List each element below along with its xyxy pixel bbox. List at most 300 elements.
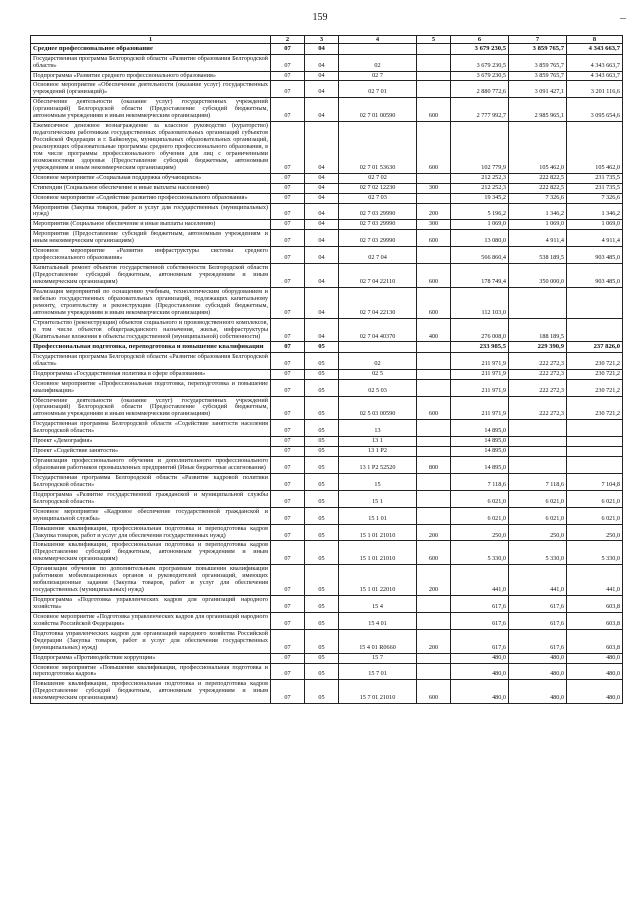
row-expense-type [417,653,451,663]
row-section-code: 07 [271,524,305,541]
row-name: Среднее профессиональное образование [31,44,271,54]
row-subsection-code: 04 [305,247,339,264]
row-amount-year3: 603,8 [567,629,623,653]
row-subsection-code: 05 [305,490,339,507]
row-target-code: 02 5 03 [339,379,417,396]
row-name: Основное мероприятие «Социальная поддержка обучающихся» [31,173,271,183]
row-target-code: 13 1 P2 52520 [339,457,417,474]
row-name: Государственная программа Белгородской области «Содействие занятости населения Белгородской области» [31,420,271,437]
row-subsection-code: 05 [305,507,339,524]
row-name: Государственная программа Белгородской области «Развитие кадровой политики Белгородской области» [31,473,271,490]
row-expense-type [417,447,451,457]
row-section-code: 07 [271,420,305,437]
row-name: Повышение квалификации, профессиональная подготовка и переподготовка кадров (Предоставление субсидий бюджетным, автономным учреждениям и иным некоммерческим организациям) [31,541,271,565]
row-amount-year1: 480,0 [451,653,509,663]
row-section-code: 07 [271,541,305,565]
row-target-code: 13 1 P2 [339,447,417,457]
row-amount-year2: 6 021,0 [509,507,567,524]
row-target-code: 15 [339,473,417,490]
row-name: Организация профессионального обучения и дополнительного профессионального образования работников промышленных предприятий (Иные бюджетные ассигнования) [31,457,271,474]
row-name: Обеспечение деятельности (оказание услуг) государственных учреждений (организаций) Белгородской области (Предоставление субсидий бюджетным, автономным учреждениям и иным некоммерческим организациям) [31,396,271,420]
row-name: Организация обучения по дополнительным программам повышения квалификации работников мобилизационных органов и руководителей организаций, имеющих мобилизационные задания (Закупка товаров, работ и услуг для обеспечения государственных (муниципальных) нужд) [31,565,271,596]
row-name: Обеспечение деятельности (оказание услуг) государственных учреждений (организаций) Белгородской области (Предоставление субсидий бюджетным, автономным учреждениям и иным некоммерческим организациям) [31,98,271,122]
row-target-code: 02 7 04 40370 [339,318,417,342]
row-amount-year3: 5 330,0 [567,541,623,565]
row-amount-year2: 5 330,0 [509,541,567,565]
table-row [31,247,623,264]
row-subsection-code: 05 [305,437,339,447]
row-name: Основное мероприятие «Кадровое обеспечение государственной гражданской и муниципальной службы» [31,507,271,524]
row-name: Подготовка управленческих кадров для организаций народного хозяйства Российской Федерации (Закупка товаров, работ и услуг для обеспечения государственных (муниципальных) нужд) [31,629,271,653]
row-subsection-code: 04 [305,98,339,122]
row-amount-year2: 188 189,5 [509,318,567,342]
row-expense-type: 300 [417,183,451,193]
table-row [31,230,623,247]
row-amount-year3 [567,420,623,437]
row-expense-type: 200 [417,629,451,653]
row-name: Основное мероприятие «Повышение квалификации, профессиональная подготовка и переподготовка кадров» [31,663,271,680]
row-subsection-code: 04 [305,264,339,288]
row-name: Повышение квалификации, профессиональная подготовка и переподготовка кадров (Предоставление субсидий бюджетным, автономным учреждениям и иным некоммерческим организациям) [31,680,271,704]
table-row [31,420,623,437]
row-amount-year1: 14 895,0 [451,437,509,447]
row-amount-year3: 230 721,2 [567,352,623,369]
row-section-code: 07 [271,54,305,71]
row-amount-year2: 617,6 [509,612,567,629]
row-expense-type [417,490,451,507]
column-header: 2 [271,36,305,44]
row-expense-type [417,437,451,447]
row-amount-year3 [567,318,623,342]
row-amount-year1: 178 749,4 [451,264,509,288]
table-row [31,369,623,379]
row-subsection-code: 05 [305,352,339,369]
row-amount-year2 [509,287,567,318]
row-amount-year3: 230 721,2 [567,369,623,379]
row-target-code: 15 1 01 21010 [339,524,417,541]
table-row [31,541,623,565]
row-section-code: 07 [271,490,305,507]
row-section-code: 07 [271,653,305,663]
row-name: Подпрограмма «Развитие среднего профессионального образования» [31,71,271,81]
row-name: Реализация мероприятий по оснащению учебным, технологическим оборудованием и мебелью государственных образовательных организаций, подлежащих капитальному ремонту, строительству и реконструкции (Предоставление субсидий бюджетным, автономным учреждениям и иным некоммерческим организациям) [31,287,271,318]
row-name: Ежемесячное денежное вознаграждение за классное руководство (кураторство) педагогическим работникам государственных образовательных организаций субъектов Российской Федерации и г. Байконура, муниципальных образовательных организаций, реализующих образовательные программы среднего профессионального образования, в том числе программы профессионального обучения для лиц с ограниченными возможностями здоровья (Предоставление субсидий бюджетным, автономным учреждениям и иным некоммерческим организациям) [31,122,271,174]
row-subsection-code: 05 [305,565,339,596]
row-section-code: 07 [271,680,305,704]
row-amount-year2: 3 091 427,1 [509,81,567,98]
row-subsection-code: 05 [305,369,339,379]
table-row [31,193,623,203]
row-section-code: 07 [271,183,305,193]
row-amount-year1: 13 080,0 [451,230,509,247]
table-row [31,629,623,653]
table-row [31,287,623,318]
row-amount-year3: 4 911,4 [567,230,623,247]
row-amount-year2: 2 985 965,1 [509,98,567,122]
row-section-code: 07 [271,203,305,220]
row-amount-year3 [567,287,623,318]
row-subsection-code: 05 [305,541,339,565]
row-subsection-code: 04 [305,54,339,71]
row-expense-type [417,193,451,203]
row-amount-year3: 1 069,0 [567,220,623,230]
row-amount-year3: 3 201 116,6 [567,81,623,98]
row-amount-year3: 230 721,2 [567,396,623,420]
table-row [31,220,623,230]
row-target-code: 02 7 03 29990 [339,203,417,220]
row-amount-year3: 480,0 [567,680,623,704]
row-section-code: 07 [271,264,305,288]
row-amount-year2: 617,6 [509,596,567,613]
table-row [31,379,623,396]
row-name: Профессиональная подготовка, переподготовка и повышение квалификации [31,342,271,352]
row-target-code: 02 7 04 22130 [339,287,417,318]
row-amount-year3: 6 021,0 [567,490,623,507]
row-subsection-code: 04 [305,193,339,203]
row-amount-year3: 4 343 663,7 [567,44,623,54]
row-expense-type [417,81,451,98]
table-row [31,596,623,613]
table-row [31,71,623,81]
row-target-code: 02 [339,54,417,71]
row-section-code: 07 [271,473,305,490]
row-target-code: 02 7 04 22110 [339,264,417,288]
row-amount-year3 [567,447,623,457]
row-amount-year1: 2 880 772,6 [451,81,509,98]
row-amount-year3: 903 485,0 [567,264,623,288]
row-section-code: 07 [271,173,305,183]
row-subsection-code: 05 [305,612,339,629]
row-amount-year2: 6 021,0 [509,490,567,507]
row-expense-type [417,420,451,437]
row-amount-year3: 7 326,6 [567,193,623,203]
row-subsection-code: 05 [305,342,339,352]
table-row [31,490,623,507]
row-amount-year1: 566 860,4 [451,247,509,264]
row-target-code: 15 4 [339,596,417,613]
row-amount-year2: 222 272,3 [509,396,567,420]
table-row [31,352,623,369]
row-amount-year1: 617,6 [451,612,509,629]
row-target-code: 02 5 [339,369,417,379]
row-target-code: 13 1 [339,437,417,447]
row-expense-type: 600 [417,541,451,565]
row-name: Повышение квалификации, профессиональная подготовка и переподготовка кадров (Закупка товаров, работ и услуг для обеспечения государственных нужд) [31,524,271,541]
row-section-code: 07 [271,247,305,264]
row-amount-year2: 229 390,9 [509,342,567,352]
row-subsection-code: 05 [305,447,339,457]
row-amount-year2: 4 911,4 [509,230,567,247]
table-row [31,507,623,524]
column-header: 1 [31,36,271,44]
row-target-code: 15 1 01 [339,507,417,524]
row-subsection-code: 04 [305,122,339,174]
row-subsection-code: 04 [305,318,339,342]
section-row [31,342,623,352]
row-expense-type: 400 [417,318,451,342]
row-amount-year2: 1 346,2 [509,203,567,220]
row-section-code: 07 [271,396,305,420]
row-amount-year1: 3 679 230,5 [451,54,509,71]
row-amount-year2 [509,457,567,474]
row-amount-year2 [509,420,567,437]
row-name: Подпрограмма «Развитие государственной гражданской и муниципальной службы Белгородской области» [31,490,271,507]
row-name: Основное мероприятие «Обеспечение деятельности (оказание услуг) государственных учреждений (организаций)» [31,81,271,98]
row-amount-year3: 480,0 [567,663,623,680]
row-target-code: 02 5 03 00590 [339,396,417,420]
row-name: Подпрограмма «Подготовка управленческих кадров для организаций народного хозяйства» [31,596,271,613]
row-section-code: 07 [271,629,305,653]
row-name: Проект «Демография» [31,437,271,447]
row-amount-year1: 1 069,0 [451,220,509,230]
row-expense-type: 200 [417,565,451,596]
table-row [31,653,623,663]
row-amount-year1: 3 679 230,5 [451,44,509,54]
row-amount-year2: 617,6 [509,629,567,653]
row-amount-year3: 3 095 654,6 [567,98,623,122]
row-subsection-code: 05 [305,596,339,613]
row-subsection-code: 05 [305,663,339,680]
row-subsection-code: 05 [305,653,339,663]
row-section-code: 07 [271,612,305,629]
column-header: 3 [305,36,339,44]
row-subsection-code: 04 [305,81,339,98]
row-target-code: 15 1 [339,490,417,507]
row-expense-type: 600 [417,98,451,122]
row-section-code: 07 [271,379,305,396]
row-amount-year1: 441,0 [451,565,509,596]
row-amount-year1: 6 021,0 [451,490,509,507]
row-amount-year2: 222 822,5 [509,173,567,183]
row-amount-year3: 1 346,2 [567,203,623,220]
row-amount-year3: 603,8 [567,596,623,613]
row-expense-type: 200 [417,524,451,541]
row-amount-year2: 480,0 [509,663,567,680]
row-subsection-code: 04 [305,220,339,230]
row-section-code: 07 [271,507,305,524]
row-subsection-code: 05 [305,680,339,704]
row-amount-year2: 480,0 [509,653,567,663]
row-expense-type [417,507,451,524]
row-target-code: 15 7 01 [339,663,417,680]
row-amount-year1: 5 330,0 [451,541,509,565]
row-amount-year3: 231 735,5 [567,183,623,193]
row-target-code: 02 7 03 [339,193,417,203]
row-amount-year2: 105 462,0 [509,122,567,174]
corner-mark [620,18,626,19]
table-row [31,396,623,420]
table-row [31,565,623,596]
row-target-code: 02 7 01 [339,81,417,98]
row-section-code: 07 [271,437,305,447]
row-amount-year2: 3 859 765,7 [509,71,567,81]
row-target-code: 15 1 01 22010 [339,565,417,596]
row-amount-year3: 7 104,8 [567,473,623,490]
row-name: Основное мероприятие «Подготовка управленческих кадров для организаций народного хозяйства Российской Федерации» [31,612,271,629]
row-amount-year1: 112 103,0 [451,287,509,318]
row-target-code: 02 7 02 [339,173,417,183]
row-subsection-code: 05 [305,629,339,653]
row-expense-type [417,54,451,71]
table-row [31,612,623,629]
row-subsection-code: 05 [305,379,339,396]
row-name: Подпрограмма «Государственная политика в сфере образования» [31,369,271,379]
table-row [31,81,623,98]
row-subsection-code: 05 [305,420,339,437]
row-target-code: 02 7 03 29990 [339,230,417,247]
row-section-code: 07 [271,447,305,457]
row-amount-year3: 603,8 [567,612,623,629]
row-amount-year1: 14 895,0 [451,457,509,474]
row-amount-year2 [509,437,567,447]
table-row [31,54,623,71]
row-amount-year1: 6 021,0 [451,507,509,524]
row-amount-year1: 212 252,3 [451,173,509,183]
row-expense-type [417,247,451,264]
row-section-code: 07 [271,287,305,318]
row-subsection-code: 04 [305,44,339,54]
row-amount-year2: 538 189,5 [509,247,567,264]
row-expense-type: 600 [417,230,451,247]
row-amount-year2 [509,447,567,457]
row-section-code: 07 [271,193,305,203]
row-amount-year1: 617,6 [451,596,509,613]
row-section-code: 07 [271,98,305,122]
row-section-code: 07 [271,318,305,342]
row-amount-year3: 4 343 663,7 [567,54,623,71]
row-amount-year1: 250,0 [451,524,509,541]
table-row [31,680,623,704]
table-row [31,122,623,174]
row-amount-year3: 230 721,2 [567,379,623,396]
row-target-code: 15 4 01 R0660 [339,629,417,653]
row-target-code: 15 7 [339,653,417,663]
table-row [31,524,623,541]
row-expense-type [417,352,451,369]
row-subsection-code: 05 [305,396,339,420]
row-target-code: 15 4 01 [339,612,417,629]
row-section-code: 07 [271,122,305,174]
row-expense-type [417,596,451,613]
row-amount-year2: 350 000,0 [509,264,567,288]
row-amount-year3: 903 485,0 [567,247,623,264]
table-row [31,173,623,183]
table-row [31,318,623,342]
row-amount-year3: 480,0 [567,653,623,663]
row-subsection-code: 04 [305,287,339,318]
row-target-code: 02 7 04 [339,247,417,264]
row-name: Основное мероприятие «Профессиональная подготовка, переподготовка и повышение квалификации» [31,379,271,396]
row-amount-year1: 19 345,2 [451,193,509,203]
row-section-code: 07 [271,565,305,596]
row-name: Основное мероприятие «Содействие развитию профессионального образования» [31,193,271,203]
column-header: 7 [509,36,567,44]
row-target-code: 13 [339,420,417,437]
row-expense-type: 600 [417,396,451,420]
row-amount-year2: 222 272,3 [509,352,567,369]
row-expense-type: 600 [417,680,451,704]
row-amount-year1: 211 971,9 [451,369,509,379]
row-amount-year3: 250,0 [567,524,623,541]
row-expense-type: 600 [417,122,451,174]
row-amount-year3: 105 462,0 [567,122,623,174]
row-target-code: 02 7 01 53630 [339,122,417,174]
row-expense-type [417,71,451,81]
row-section-code: 07 [271,342,305,352]
row-amount-year2: 3 859 765,7 [509,54,567,71]
row-amount-year1: 2 777 992,7 [451,98,509,122]
row-subsection-code: 04 [305,71,339,81]
row-amount-year2: 250,0 [509,524,567,541]
row-amount-year1: 3 679 230,5 [451,71,509,81]
row-name: Строительство (реконструкция) объектов социального и производственного комплексов, в том числе объектов общегражданского назначения, жилья, инфраструктуры (Капитальные вложения в объекты государственной (муниципальной) собственности) [31,318,271,342]
column-header: 6 [451,36,509,44]
table-row [31,663,623,680]
row-amount-year1: 211 971,9 [451,379,509,396]
row-amount-year1: 480,0 [451,663,509,680]
row-target-code [339,44,417,54]
row-amount-year1: 102 779,9 [451,122,509,174]
row-name: Подпрограмма «Противодействие коррупции» [31,653,271,663]
row-name: Проект «Содействие занятости» [31,447,271,457]
row-subsection-code: 04 [305,173,339,183]
row-target-code: 02 7 01 00590 [339,98,417,122]
row-name: Стипендии (Социальное обеспечение и иные выплаты населению) [31,183,271,193]
row-expense-type: 300 [417,220,451,230]
row-amount-year1: 212 252,3 [451,183,509,193]
row-section-code: 07 [271,230,305,247]
row-amount-year3: 4 343 663,7 [567,71,623,81]
row-expense-type: 600 [417,264,451,288]
budget-table [30,35,623,704]
table-row [31,203,623,220]
row-amount-year2: 1 069,0 [509,220,567,230]
row-amount-year2: 3 859 765,7 [509,44,567,54]
row-target-code: 02 [339,352,417,369]
row-amount-year1: 233 985,5 [451,342,509,352]
row-amount-year1: 5 196,2 [451,203,509,220]
row-amount-year2: 7 118,6 [509,473,567,490]
row-subsection-code: 05 [305,457,339,474]
row-amount-year1: 14 895,0 [451,420,509,437]
row-name: Государственная программа Белгородской области «Развитие образования Белгородской области» [31,54,271,71]
row-expense-type: 200 [417,203,451,220]
section-row [31,44,623,54]
table-row [31,264,623,288]
table-row [31,473,623,490]
row-section-code: 07 [271,369,305,379]
table-row [31,447,623,457]
row-section-code: 07 [271,71,305,81]
row-amount-year2: 480,0 [509,680,567,704]
row-section-code: 07 [271,663,305,680]
column-header: 8 [567,36,623,44]
row-section-code: 07 [271,352,305,369]
row-subsection-code: 04 [305,183,339,193]
row-amount-year1: 7 118,6 [451,473,509,490]
row-expense-type: 800 [417,457,451,474]
row-name: Государственная программа Белгородской области «Развитие образования Белгородской области» [31,352,271,369]
row-expense-type [417,342,451,352]
row-amount-year1: 480,0 [451,680,509,704]
row-section-code: 07 [271,596,305,613]
table-row [31,457,623,474]
row-target-code: 15 7 01 21010 [339,680,417,704]
column-header: 5 [417,36,451,44]
row-amount-year1: 211 971,9 [451,396,509,420]
row-amount-year2: 222 272,3 [509,379,567,396]
row-expense-type [417,473,451,490]
